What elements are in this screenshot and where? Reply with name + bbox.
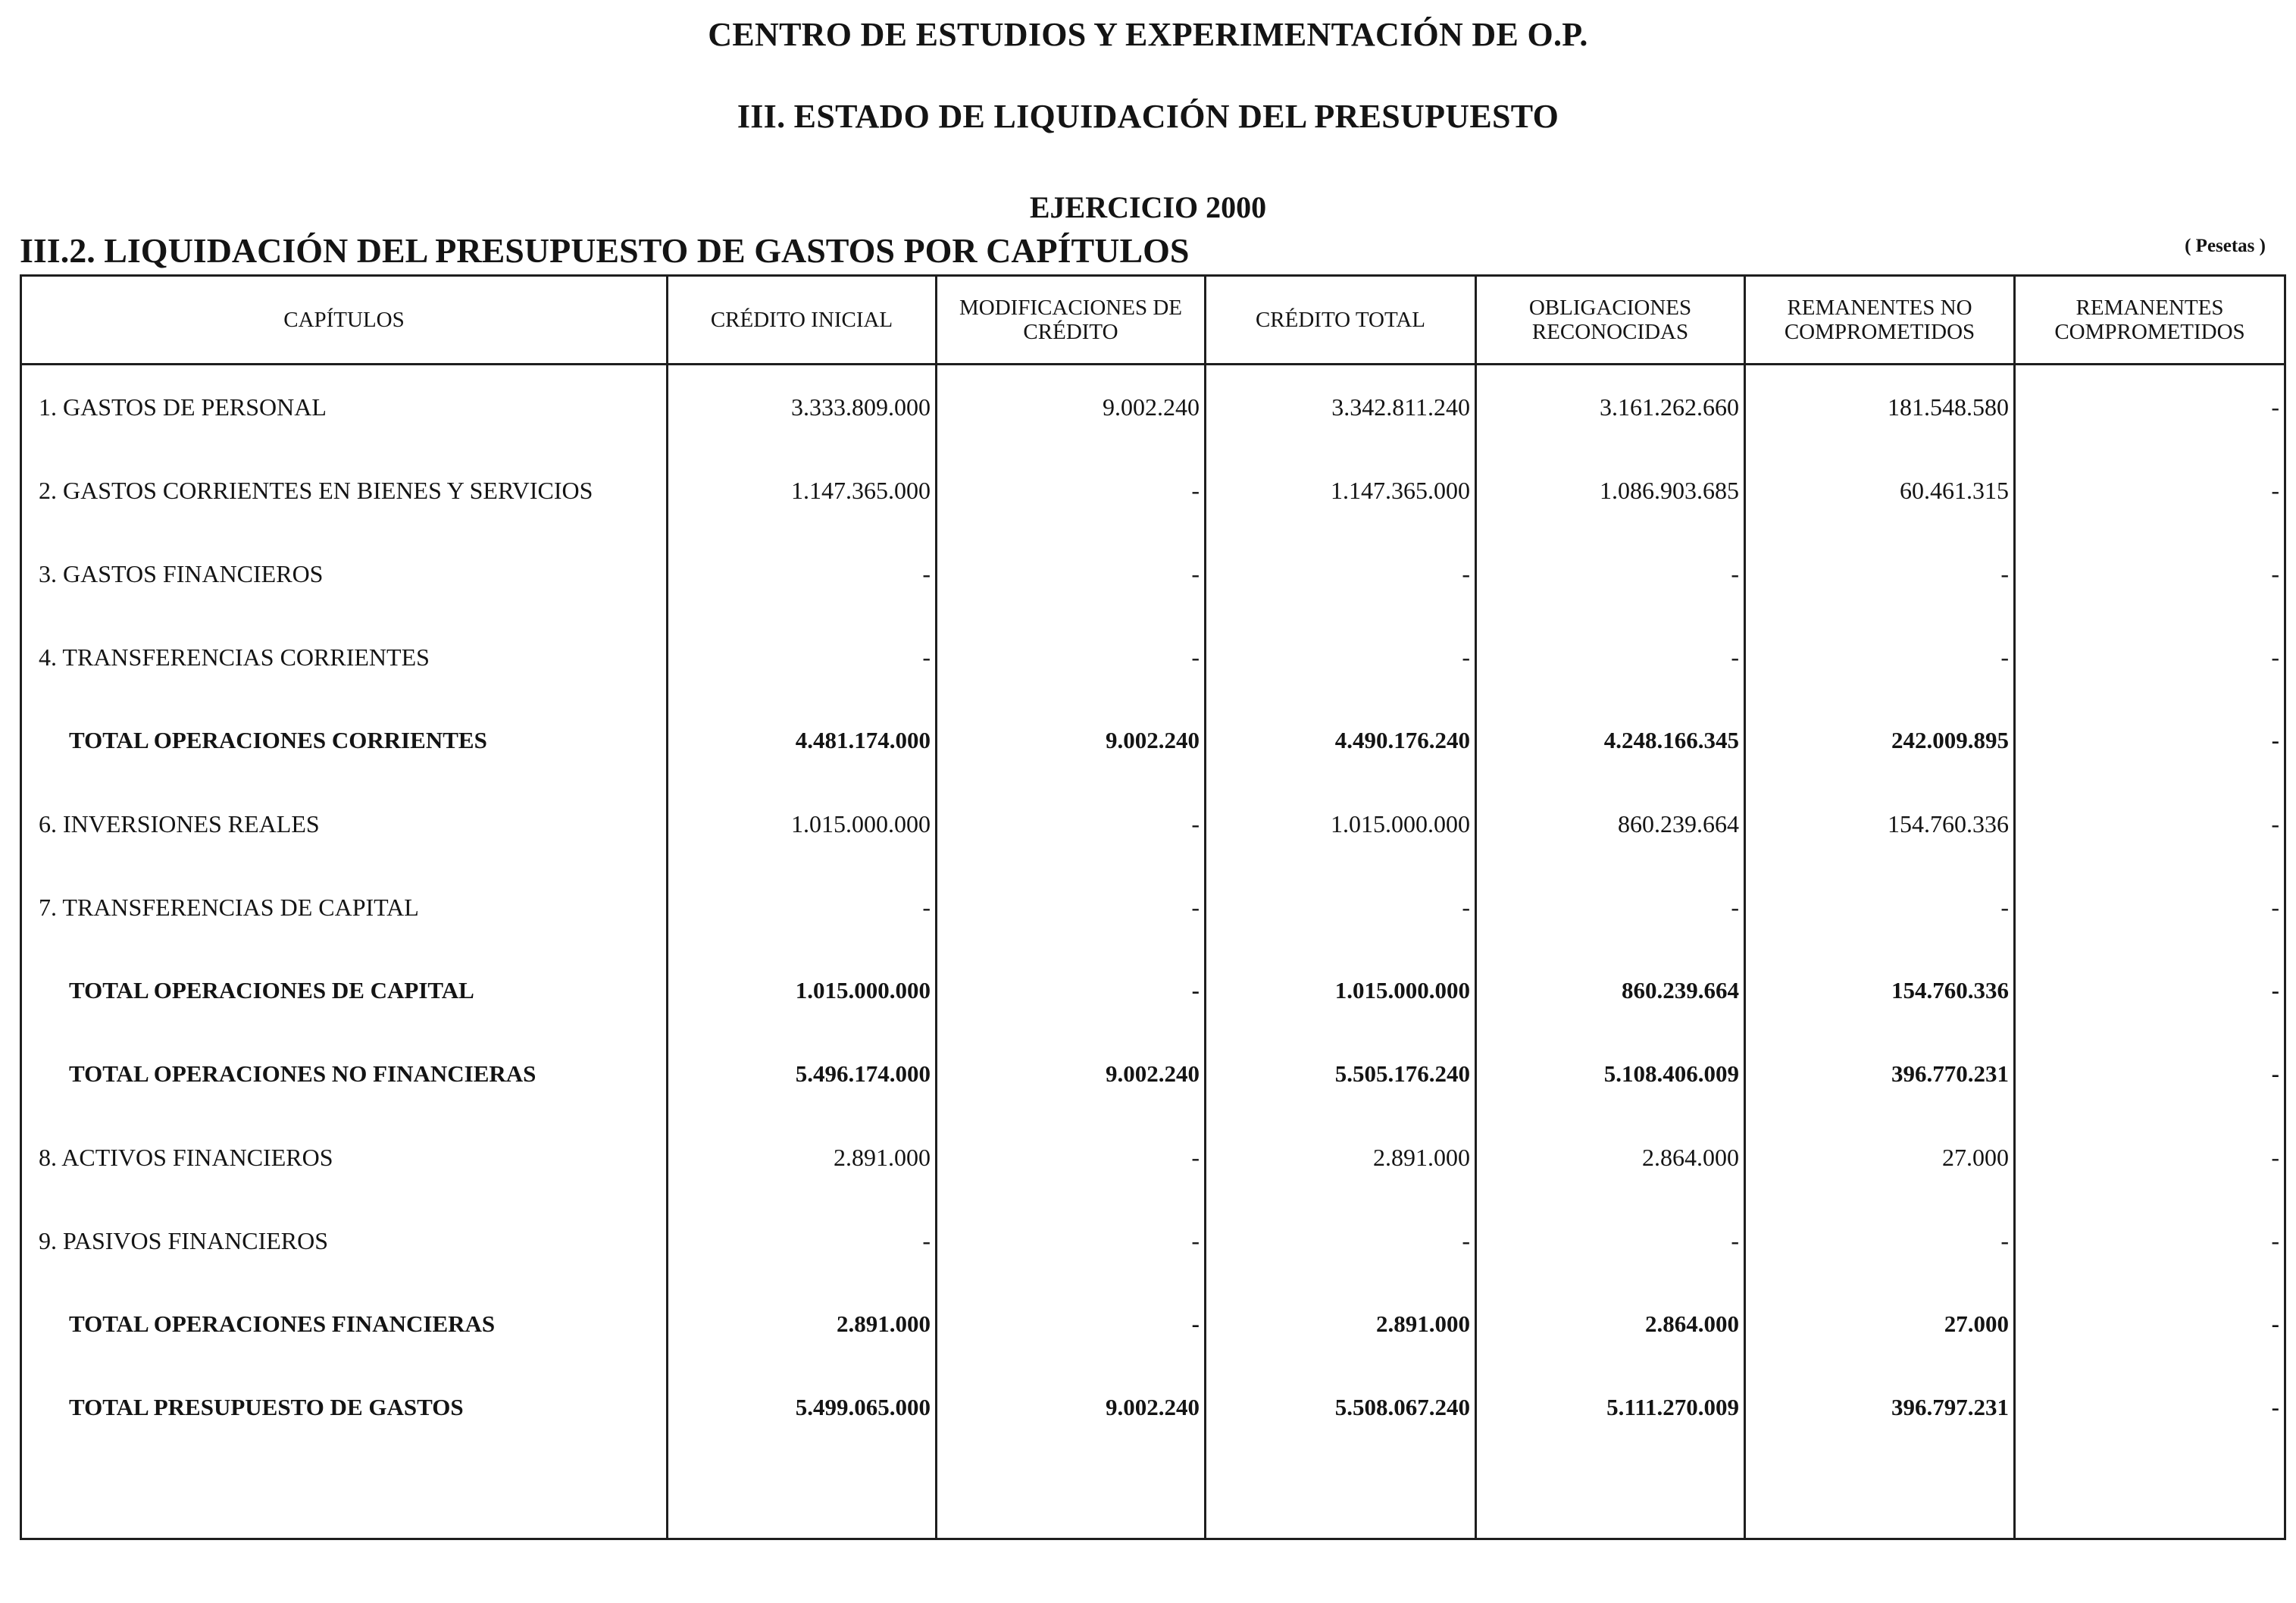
cell-remanentes-comprometidos: -	[2015, 615, 2285, 699]
cell-modificaciones: 9.002.240	[937, 1032, 1206, 1116]
table-row	[21, 1116, 2285, 1199]
cell-remanentes-comprometidos: -	[2015, 1032, 2285, 1116]
cell-remanentes-comprometidos: -	[2015, 449, 2285, 532]
cell-credito-inicial: 2.891.000	[668, 1116, 937, 1199]
cell-modificaciones: 9.002.240	[937, 699, 1206, 782]
cell-credito-total: -	[1206, 532, 1476, 615]
empty-cell	[21, 1449, 668, 1539]
cell-obligaciones: 1.086.903.685	[1476, 449, 1745, 532]
row-label: 3. GASTOS FINANCIEROS	[21, 532, 668, 615]
empty-cell	[2015, 1449, 2285, 1539]
cell-credito-total: 5.508.067.240	[1206, 1366, 1476, 1449]
cell-modificaciones: -	[937, 1282, 1206, 1366]
table-subtitle: III.2. LIQUIDACIÓN DEL PRESUPUESTO DE GASTOS POR CAPÍTULOS	[20, 231, 1190, 270]
total-row	[21, 949, 2285, 1032]
cell-remanentes-no-comprometidos: 154.760.336	[1745, 949, 2015, 1032]
cell-obligaciones: -	[1476, 866, 1745, 949]
row-label: 7. TRANSFERENCIAS DE CAPITAL	[21, 866, 668, 949]
cell-credito-total: -	[1206, 615, 1476, 699]
grand-total-row	[21, 1366, 2285, 1449]
cell-modificaciones: 9.002.240	[937, 1366, 1206, 1449]
table-row	[21, 1199, 2285, 1282]
total-row	[21, 699, 2285, 782]
cell-credito-inicial: 5.496.174.000	[668, 1032, 937, 1116]
empty-cell	[1476, 1449, 1745, 1539]
cell-obligaciones: 3.161.262.660	[1476, 365, 1745, 449]
cell-remanentes-comprometidos: -	[2015, 1282, 2285, 1366]
cell-obligaciones: -	[1476, 532, 1745, 615]
cell-remanentes-no-comprometidos: 242.009.895	[1745, 699, 2015, 782]
fiscal-year-title: EJERCICIO 2000	[1029, 190, 1267, 224]
row-label: TOTAL OPERACIONES DE CAPITAL	[21, 949, 668, 1032]
table-row	[21, 365, 2285, 449]
row-label: 4. TRANSFERENCIAS CORRIENTES	[21, 615, 668, 699]
cell-modificaciones: 9.002.240	[937, 365, 1206, 449]
table-row	[21, 615, 2285, 699]
row-label: TOTAL OPERACIONES FINANCIERAS	[21, 1282, 668, 1366]
cell-remanentes-no-comprometidos: 396.797.231	[1745, 1366, 2015, 1449]
cell-modificaciones: -	[937, 866, 1206, 949]
cell-credito-total: 1.015.000.000	[1206, 949, 1476, 1032]
row-label: 1. GASTOS DE PERSONAL	[21, 365, 668, 449]
cell-remanentes-no-comprometidos: 27.000	[1745, 1116, 2015, 1199]
table-row	[21, 866, 2285, 949]
cell-obligaciones: 2.864.000	[1476, 1282, 1745, 1366]
row-label: 9. PASIVOS FINANCIEROS	[21, 1199, 668, 1282]
total-row	[21, 1282, 2285, 1366]
cell-credito-inicial: 1.015.000.000	[668, 949, 937, 1032]
empty-row	[21, 1449, 2285, 1539]
empty-cell	[1745, 1449, 2015, 1539]
col-header-capitulos: CAPÍTULOS	[21, 276, 668, 365]
col-header-remanentes-no-comprometidos: REMANENTES NO COMPROMETIDOS	[1745, 276, 2015, 365]
cell-remanentes-comprometidos: -	[2015, 1116, 2285, 1199]
section-title: III. ESTADO DE LIQUIDACIÓN DEL PRESUPUESTO	[737, 98, 1559, 135]
cell-credito-inicial: 4.481.174.000	[668, 699, 937, 782]
row-label: 8. ACTIVOS FINANCIEROS	[21, 1116, 668, 1199]
cell-credito-inicial: -	[668, 866, 937, 949]
cell-remanentes-comprometidos: -	[2015, 782, 2285, 866]
cell-modificaciones: -	[937, 1116, 1206, 1199]
row-label: TOTAL OPERACIONES NO FINANCIERAS	[21, 1032, 668, 1116]
row-label: TOTAL PRESUPUESTO DE GASTOS	[21, 1366, 668, 1449]
cell-obligaciones: -	[1476, 615, 1745, 699]
row-label: 6. INVERSIONES REALES	[21, 782, 668, 866]
cell-modificaciones: -	[937, 532, 1206, 615]
cell-credito-total: 5.505.176.240	[1206, 1032, 1476, 1116]
cell-credito-inicial: 1.015.000.000	[668, 782, 937, 866]
cell-modificaciones: -	[937, 615, 1206, 699]
cell-remanentes-comprometidos: -	[2015, 866, 2285, 949]
cell-remanentes-no-comprometidos: 181.548.580	[1745, 365, 2015, 449]
cell-obligaciones: 2.864.000	[1476, 1116, 1745, 1199]
cell-credito-inicial: 2.891.000	[668, 1282, 937, 1366]
cell-obligaciones: 860.239.664	[1476, 949, 1745, 1032]
cell-credito-inicial: 5.499.065.000	[668, 1366, 937, 1449]
cell-credito-total: 1.015.000.000	[1206, 782, 1476, 866]
cell-obligaciones: 5.111.270.009	[1476, 1366, 1745, 1449]
cell-credito-total: 1.147.365.000	[1206, 449, 1476, 532]
table-row	[21, 449, 2285, 532]
cell-remanentes-no-comprometidos: 60.461.315	[1745, 449, 2015, 532]
budget-table	[20, 274, 2286, 1540]
cell-remanentes-no-comprometidos: 27.000	[1745, 1282, 2015, 1366]
col-header-modificaciones: MODIFICACIONES DE CRÉDITO	[937, 276, 1206, 365]
row-label: 2. GASTOS CORRIENTES EN BIENES Y SERVICIOS	[21, 449, 668, 532]
col-header-credito-inicial: CRÉDITO INICIAL	[668, 276, 937, 365]
cell-obligaciones: 4.248.166.345	[1476, 699, 1745, 782]
cell-remanentes-no-comprometidos: -	[1745, 866, 2015, 949]
institution-title: CENTRO DE ESTUDIOS Y EXPERIMENTACIÓN DE O.P.	[708, 16, 1588, 53]
cell-obligaciones: -	[1476, 1199, 1745, 1282]
table-row	[21, 532, 2285, 615]
empty-cell	[937, 1449, 1206, 1539]
cell-credito-inicial: 3.333.809.000	[668, 365, 937, 449]
cell-credito-total: 2.891.000	[1206, 1282, 1476, 1366]
cell-credito-inicial: -	[668, 615, 937, 699]
cell-obligaciones: 5.108.406.009	[1476, 1032, 1745, 1116]
cell-credito-total: 2.891.000	[1206, 1116, 1476, 1199]
cell-obligaciones: 860.239.664	[1476, 782, 1745, 866]
currency-units: ( Pesetas )	[2185, 236, 2266, 256]
table-row	[21, 782, 2285, 866]
cell-credito-total: -	[1206, 866, 1476, 949]
col-header-obligaciones: OBLIGACIONES RECONOCIDAS	[1476, 276, 1745, 365]
cell-remanentes-no-comprometidos: 154.760.336	[1745, 782, 2015, 866]
cell-remanentes-comprometidos: -	[2015, 365, 2285, 449]
cell-remanentes-no-comprometidos: -	[1745, 532, 2015, 615]
cell-remanentes-comprometidos: -	[2015, 699, 2285, 782]
cell-remanentes-no-comprometidos: 396.770.231	[1745, 1032, 2015, 1116]
cell-modificaciones: -	[937, 782, 1206, 866]
cell-remanentes-comprometidos: -	[2015, 949, 2285, 1032]
cell-remanentes-no-comprometidos: -	[1745, 1199, 2015, 1282]
cell-remanentes-comprometidos: -	[2015, 1199, 2285, 1282]
cell-modificaciones: -	[937, 1199, 1206, 1282]
empty-cell	[1206, 1449, 1476, 1539]
cell-modificaciones: -	[937, 949, 1206, 1032]
cell-credito-inicial: 1.147.365.000	[668, 449, 937, 532]
total-row	[21, 1032, 2285, 1116]
cell-credito-inicial: -	[668, 532, 937, 615]
row-label: TOTAL OPERACIONES CORRIENTES	[21, 699, 668, 782]
cell-remanentes-comprometidos: -	[2015, 1366, 2285, 1449]
col-header-remanentes-comprometidos: REMANENTES COMPROMETIDOS	[2015, 276, 2285, 365]
cell-credito-inicial: -	[668, 1199, 937, 1282]
cell-remanentes-no-comprometidos: -	[1745, 615, 2015, 699]
col-header-credito-total: CRÉDITO TOTAL	[1206, 276, 1476, 365]
empty-cell	[668, 1449, 937, 1539]
cell-modificaciones: -	[937, 449, 1206, 532]
cell-credito-total: 4.490.176.240	[1206, 699, 1476, 782]
cell-remanentes-comprometidos: -	[2015, 532, 2285, 615]
table-header-row	[21, 276, 2285, 365]
cell-credito-total: -	[1206, 1199, 1476, 1282]
cell-credito-total: 3.342.811.240	[1206, 365, 1476, 449]
